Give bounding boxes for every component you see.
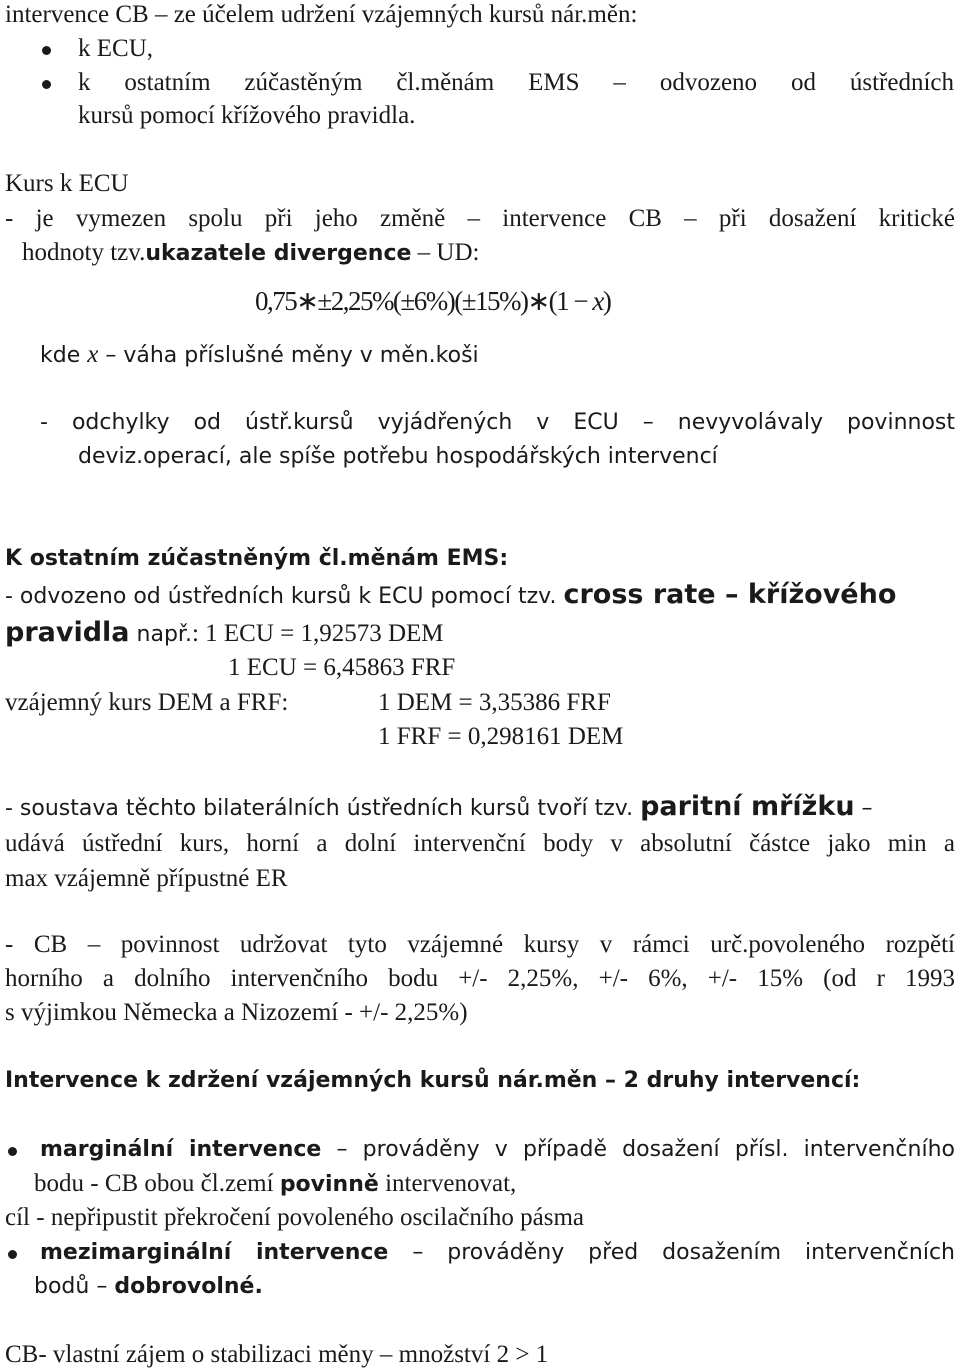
example-line-2: 1 ECU = 6,45863 FRF: [228, 654, 456, 681]
divergence-term: ukazatele divergence: [145, 241, 412, 266]
bullet-icon: [8, 1250, 17, 1259]
divergence-formula: 0,75∗±2,25%(±6%)(±15%)∗(1 − x): [255, 286, 611, 316]
section-heading-ems: K ostatním zúčastněným čl.měnám EMS:: [5, 546, 509, 571]
deviation-line-1: - odchylky od ústř.kursů vyjádřených v ECU – nevyvolávaly povinnost: [40, 410, 955, 435]
marginal-term: marginální intervence: [40, 1137, 322, 1162]
parity-grid-term: paritní mřížku: [640, 791, 855, 822]
ecu-line-2: hodnoty tzv.ukazatele divergence – UD:: [22, 239, 480, 266]
marginal-line-1: marginální intervence – prováděny v případě dosažení přísl. intervenčního: [40, 1137, 955, 1162]
marginal-goal: cíl - nepřipustit překročení povoleného oscilačního pásma: [5, 1204, 584, 1231]
mutual-rate-2: 1 FRF = 0,298161 DEM: [378, 723, 624, 750]
closing-line: CB- vlastní zájem o stabilizaci měny – množství 2 > 1: [5, 1341, 549, 1368]
intramarginal-term: mezimarginální intervence: [40, 1240, 389, 1265]
formula-note: kde x – váha příslušné měny v měn.koši: [40, 341, 479, 368]
intro-line: intervence CB – ze účelem udržení vzájemných kursů nár.měn:: [5, 1, 638, 28]
intramarginal-line-1: mezimarginální intervence – prováděny před dosažením intervenčních: [40, 1240, 955, 1265]
cb-duty-line-1: - CB – povinnost udržovat tyto vzájemné kursy v rámci urč.povoleného rozpětí: [5, 931, 955, 958]
cb-duty-line-3: s výjimkou Německa a Nizozemí - +/- 2,25%): [5, 999, 468, 1026]
mutual-rate-1: 1 DEM = 3,35386 FRF: [378, 689, 611, 716]
parity-grid-desc-2: max vzájemně přípustné ER: [5, 865, 288, 892]
cross-rate-line: - odvozeno od ústředních kursů k ECU pomocí tzv. cross rate – křížového: [5, 579, 897, 610]
intramarginal-line-2: bodů – dobrovolné.: [34, 1274, 263, 1299]
mutual-rate-label: vzájemný kurs DEM a FRF:: [5, 689, 289, 716]
parity-grid-line: - soustava těchto bilaterálních ústředních kursů tvoří tzv. paritní mřížku –: [5, 791, 873, 822]
bullet-icon: [8, 1147, 17, 1156]
bullet-ems: k ostatním zúčastěným čl.měnám EMS – odvozeno od ústředních: [78, 69, 954, 96]
parity-grid-desc-1: udává ústřední kurs, horní a dolní intervenční body v absolutní částce jako min a: [5, 830, 955, 857]
cb-duty-line-2: horního a dolního intervenčního bodu +/- 2,25%, +/- 6%, +/- 15% (od r 1993: [5, 965, 955, 992]
deviation-line-2: deviz.operací, ale spíše potřebu hospodářských intervencí: [78, 444, 718, 469]
section-heading-interventions: Intervence k zdržení vzájemných kursů nár.měn – 2 druhy intervencí:: [5, 1068, 861, 1093]
bullet-ecu: k ECU,: [78, 35, 153, 62]
cross-rate-term: cross rate – křížového: [563, 579, 897, 610]
section-heading-ecu: Kurs k ECU: [5, 170, 129, 197]
bullet-icon: [42, 46, 51, 55]
example-line-1: pravidla např.: 1 ECU = 1,92573 DEM: [5, 617, 444, 648]
bullet-ems-cont: kursů pomocí křížového pravidla.: [78, 102, 416, 129]
bullet-icon: [42, 80, 51, 89]
marginal-line-2: bodu - CB obou čl.zemí povinně intervenovat,: [34, 1170, 517, 1197]
ecu-line-1: - je vymezen spolu při jeho změně – intervence CB – při dosažení kritické: [5, 205, 955, 232]
